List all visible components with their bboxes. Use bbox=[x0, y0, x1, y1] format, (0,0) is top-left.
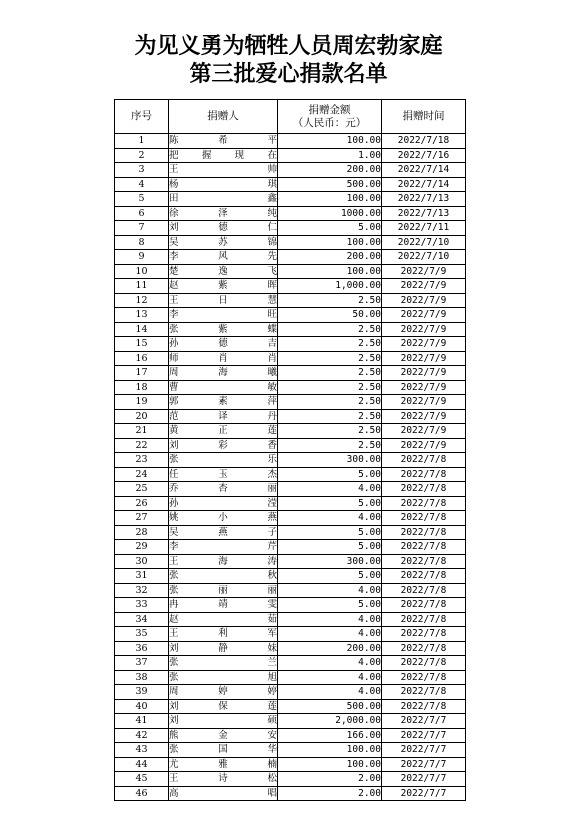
cell-seq: 20 bbox=[115, 409, 169, 424]
cell-donor bbox=[169, 409, 278, 424]
cell-donor bbox=[169, 540, 278, 555]
donor-name: 张国华 bbox=[169, 744, 277, 755]
cell-date: 2022/7/9 bbox=[382, 308, 466, 323]
table-row bbox=[115, 380, 466, 395]
table-row bbox=[115, 337, 466, 352]
donor-name: 李风先 bbox=[169, 251, 277, 262]
cell-date: 2022/7/8 bbox=[382, 656, 466, 671]
cell-amount: 100.00 bbox=[278, 235, 382, 250]
cell-amount: 2.50 bbox=[278, 380, 382, 395]
table-row bbox=[115, 772, 466, 787]
cell-amount: 5.00 bbox=[278, 540, 382, 555]
cell-date: 2022/7/8 bbox=[382, 496, 466, 511]
table-row bbox=[115, 786, 466, 801]
donor-name: 陈希平 bbox=[169, 135, 277, 146]
cell-seq: 29 bbox=[115, 540, 169, 555]
table-row bbox=[115, 641, 466, 656]
cell-donor bbox=[169, 714, 278, 729]
cell-date: 2022/7/8 bbox=[382, 540, 466, 555]
cell-date: 2022/7/13 bbox=[382, 206, 466, 221]
donor-name: 李芹 bbox=[169, 541, 277, 552]
cell-amount: 300.00 bbox=[278, 554, 382, 569]
cell-donor bbox=[169, 163, 278, 178]
cell-donor bbox=[169, 380, 278, 395]
cell-date: 2022/7/8 bbox=[382, 569, 466, 584]
table-row bbox=[115, 482, 466, 497]
table-row bbox=[115, 192, 466, 207]
cell-donor bbox=[169, 250, 278, 265]
cell-amount: 2.50 bbox=[278, 424, 382, 439]
donor-name: 曹敏 bbox=[169, 381, 277, 393]
cell-donor bbox=[169, 177, 278, 192]
cell-date: 2022/7/10 bbox=[382, 235, 466, 250]
cell-seq: 45 bbox=[115, 772, 169, 787]
cell-seq: 2 bbox=[115, 148, 169, 163]
cell-donor bbox=[169, 612, 278, 627]
cell-date: 2022/7/7 bbox=[382, 772, 466, 787]
donor-name: 赵紫晖 bbox=[169, 280, 277, 291]
cell-amount: 2.50 bbox=[278, 409, 382, 424]
table-row bbox=[115, 685, 466, 700]
cell-donor bbox=[169, 366, 278, 381]
header-amount-line1: 捐赠金额 bbox=[308, 103, 351, 116]
cell-seq: 11 bbox=[115, 279, 169, 294]
cell-amount: 5.00 bbox=[278, 598, 382, 613]
cell-seq: 35 bbox=[115, 627, 169, 642]
donor-name: 楚逸飞 bbox=[169, 265, 277, 277]
cell-seq: 30 bbox=[115, 554, 169, 569]
donor-name: 刘保莲 bbox=[169, 700, 277, 712]
cell-seq: 19 bbox=[115, 395, 169, 410]
cell-seq: 8 bbox=[115, 235, 169, 250]
cell-seq: 44 bbox=[115, 757, 169, 772]
cell-seq: 22 bbox=[115, 438, 169, 453]
table-row bbox=[115, 293, 466, 308]
cell-donor bbox=[169, 554, 278, 569]
donor-name: 张兰 bbox=[169, 657, 277, 668]
donor-name: 任玉杰 bbox=[169, 468, 277, 480]
cell-amount: 5.00 bbox=[278, 569, 382, 584]
table-row bbox=[115, 670, 466, 685]
table-row bbox=[115, 177, 466, 192]
cell-date: 2022/7/8 bbox=[382, 525, 466, 540]
header-date: 捐赠时间 bbox=[382, 100, 466, 134]
cell-date: 2022/7/8 bbox=[382, 699, 466, 714]
table-row bbox=[115, 206, 466, 221]
table-row bbox=[115, 728, 466, 743]
cell-donor bbox=[169, 757, 278, 772]
table-row bbox=[115, 627, 466, 642]
cell-donor bbox=[169, 670, 278, 685]
cell-seq: 32 bbox=[115, 583, 169, 598]
cell-amount: 2.50 bbox=[278, 293, 382, 308]
document-title-line2: 第三批爱心捐款名单 bbox=[189, 62, 388, 87]
cell-seq: 25 bbox=[115, 482, 169, 497]
cell-seq: 23 bbox=[115, 453, 169, 468]
cell-seq: 13 bbox=[115, 308, 169, 323]
cell-donor bbox=[169, 337, 278, 352]
table-row bbox=[115, 322, 466, 337]
table-row bbox=[115, 221, 466, 236]
cell-seq: 7 bbox=[115, 221, 169, 236]
cell-date: 2022/7/8 bbox=[382, 583, 466, 598]
cell-amount: 2.00 bbox=[278, 786, 382, 801]
cell-amount: 2.50 bbox=[278, 395, 382, 410]
cell-date: 2022/7/7 bbox=[382, 743, 466, 758]
cell-seq: 41 bbox=[115, 714, 169, 729]
cell-amount: 50.00 bbox=[278, 308, 382, 323]
table-row bbox=[115, 409, 466, 424]
cell-seq: 39 bbox=[115, 685, 169, 700]
donor-name: 田鑫 bbox=[169, 193, 277, 204]
cell-amount: 2.50 bbox=[278, 337, 382, 352]
cell-amount: 1,000.00 bbox=[278, 279, 382, 294]
cell-donor bbox=[169, 627, 278, 642]
cell-seq: 6 bbox=[115, 206, 169, 221]
cell-date: 2022/7/7 bbox=[382, 728, 466, 743]
cell-donor bbox=[169, 728, 278, 743]
cell-amount: 1.00 bbox=[278, 148, 382, 163]
cell-amount: 500.00 bbox=[278, 177, 382, 192]
cell-amount: 1000.00 bbox=[278, 206, 382, 221]
cell-amount: 500.00 bbox=[278, 699, 382, 714]
cell-amount: 100.00 bbox=[278, 743, 382, 758]
cell-amount: 2.50 bbox=[278, 351, 382, 366]
cell-donor bbox=[169, 293, 278, 308]
cell-amount: 100.00 bbox=[278, 134, 382, 149]
donor-name: 王海涛 bbox=[169, 555, 277, 567]
cell-donor bbox=[169, 308, 278, 323]
donor-name: 范译丹 bbox=[169, 410, 277, 422]
cell-donor bbox=[169, 134, 278, 149]
cell-date: 2022/7/8 bbox=[382, 482, 466, 497]
cell-amount: 5.00 bbox=[278, 467, 382, 482]
cell-date: 2022/7/8 bbox=[382, 511, 466, 526]
table-row bbox=[115, 264, 466, 279]
cell-donor bbox=[169, 192, 278, 207]
cell-seq: 42 bbox=[115, 728, 169, 743]
donor-name: 师肖肖 bbox=[169, 352, 277, 364]
table-row bbox=[115, 395, 466, 410]
cell-donor bbox=[169, 424, 278, 439]
table-row bbox=[115, 496, 466, 511]
cell-amount: 4.00 bbox=[278, 685, 382, 700]
cell-donor bbox=[169, 482, 278, 497]
cell-donor bbox=[169, 496, 278, 511]
cell-date: 2022/7/16 bbox=[382, 148, 466, 163]
donation-table bbox=[114, 99, 466, 801]
donor-name: 吴燕子 bbox=[169, 526, 277, 538]
cell-amount: 5.00 bbox=[278, 496, 382, 511]
cell-donor bbox=[169, 395, 278, 410]
cell-donor bbox=[169, 351, 278, 366]
cell-seq: 33 bbox=[115, 598, 169, 613]
document-title-line1: 为见义勇为牺牲人员周宏勃家庭 bbox=[134, 34, 443, 59]
cell-amount: 4.00 bbox=[278, 583, 382, 598]
table-row bbox=[115, 757, 466, 772]
cell-amount: 4.00 bbox=[278, 627, 382, 642]
donor-name: 郭素萍 bbox=[169, 396, 277, 407]
cell-donor bbox=[169, 569, 278, 584]
cell-date: 2022/7/9 bbox=[382, 322, 466, 337]
cell-date: 2022/7/9 bbox=[382, 351, 466, 366]
cell-date: 2022/7/9 bbox=[382, 395, 466, 410]
table-row bbox=[115, 467, 466, 482]
cell-amount: 100.00 bbox=[278, 757, 382, 772]
donor-name: 杨琪 bbox=[169, 178, 277, 190]
table-row bbox=[115, 453, 466, 468]
cell-donor bbox=[169, 453, 278, 468]
cell-seq: 12 bbox=[115, 293, 169, 308]
donor-name: 冉靖雯 bbox=[169, 599, 277, 610]
cell-donor bbox=[169, 772, 278, 787]
cell-amount: 200.00 bbox=[278, 250, 382, 265]
cell-date: 2022/7/13 bbox=[382, 192, 466, 207]
cell-donor bbox=[169, 685, 278, 700]
table-body bbox=[115, 134, 466, 801]
donor-name: 高唱 bbox=[169, 787, 277, 799]
cell-amount: 166.00 bbox=[278, 728, 382, 743]
cell-seq: 10 bbox=[115, 264, 169, 279]
donor-name: 尤雅楠 bbox=[169, 758, 277, 770]
donor-name: 吴苏锦 bbox=[169, 236, 277, 248]
donor-name: 孙滢 bbox=[169, 497, 277, 509]
table-row bbox=[115, 583, 466, 598]
donor-name: 刘硕 bbox=[169, 715, 277, 726]
cell-amount: 4.00 bbox=[278, 656, 382, 671]
cell-date: 2022/7/8 bbox=[382, 554, 466, 569]
donor-name: 刘德仁 bbox=[169, 222, 277, 233]
cell-amount: 200.00 bbox=[278, 641, 382, 656]
cell-date: 2022/7/9 bbox=[382, 409, 466, 424]
cell-amount: 5.00 bbox=[278, 221, 382, 236]
cell-seq: 17 bbox=[115, 366, 169, 381]
table-row bbox=[115, 743, 466, 758]
cell-amount: 2.50 bbox=[278, 366, 382, 381]
cell-donor bbox=[169, 583, 278, 598]
cell-seq: 31 bbox=[115, 569, 169, 584]
header-seq: 序号 bbox=[115, 100, 169, 134]
cell-seq: 4 bbox=[115, 177, 169, 192]
cell-date: 2022/7/9 bbox=[382, 380, 466, 395]
table-row bbox=[115, 525, 466, 540]
cell-seq: 36 bbox=[115, 641, 169, 656]
cell-seq: 27 bbox=[115, 511, 169, 526]
donor-name: 姚小燕 bbox=[169, 512, 277, 523]
cell-amount: 300.00 bbox=[278, 453, 382, 468]
table-row bbox=[115, 598, 466, 613]
donor-name: 徐泽纯 bbox=[169, 207, 277, 219]
header-amount-line2: （人民币：元） bbox=[292, 116, 367, 129]
cell-amount: 2.50 bbox=[278, 438, 382, 453]
table-row bbox=[115, 308, 466, 323]
cell-donor bbox=[169, 438, 278, 453]
cell-seq: 43 bbox=[115, 743, 169, 758]
table-row bbox=[115, 699, 466, 714]
cell-amount: 4.00 bbox=[278, 511, 382, 526]
donor-name: 孙德吉 bbox=[169, 338, 277, 349]
header-amount bbox=[278, 100, 382, 134]
table-row bbox=[115, 163, 466, 178]
cell-seq: 24 bbox=[115, 467, 169, 482]
cell-seq: 46 bbox=[115, 786, 169, 801]
cell-donor bbox=[169, 221, 278, 236]
cell-date: 2022/7/7 bbox=[382, 757, 466, 772]
cell-donor bbox=[169, 786, 278, 801]
cell-date: 2022/7/10 bbox=[382, 250, 466, 265]
donor-name: 王日慧 bbox=[169, 294, 277, 306]
table-row bbox=[115, 714, 466, 729]
cell-donor bbox=[169, 699, 278, 714]
cell-donor bbox=[169, 598, 278, 613]
cell-date: 2022/7/9 bbox=[382, 337, 466, 352]
cell-date: 2022/7/8 bbox=[382, 685, 466, 700]
table-row bbox=[115, 540, 466, 555]
donor-name: 李旺 bbox=[169, 309, 277, 320]
table-header-row bbox=[115, 100, 466, 134]
cell-donor bbox=[169, 148, 278, 163]
table-row bbox=[115, 279, 466, 294]
cell-date: 2022/7/8 bbox=[382, 670, 466, 685]
cell-seq: 34 bbox=[115, 612, 169, 627]
cell-donor bbox=[169, 511, 278, 526]
cell-date: 2022/7/14 bbox=[382, 177, 466, 192]
cell-amount: 4.00 bbox=[278, 670, 382, 685]
cell-date: 2022/7/7 bbox=[382, 714, 466, 729]
donor-name: 王诗松 bbox=[169, 773, 277, 784]
cell-seq: 38 bbox=[115, 670, 169, 685]
cell-date: 2022/7/9 bbox=[382, 438, 466, 453]
donor-name: 黄正莲 bbox=[169, 425, 277, 436]
cell-seq: 37 bbox=[115, 656, 169, 671]
cell-seq: 26 bbox=[115, 496, 169, 511]
table-row bbox=[115, 351, 466, 366]
cell-donor bbox=[169, 235, 278, 250]
cell-seq: 28 bbox=[115, 525, 169, 540]
cell-date: 2022/7/11 bbox=[382, 221, 466, 236]
cell-seq: 16 bbox=[115, 351, 169, 366]
cell-date: 2022/7/9 bbox=[382, 293, 466, 308]
cell-donor bbox=[169, 467, 278, 482]
cell-seq: 18 bbox=[115, 380, 169, 395]
table-row bbox=[115, 656, 466, 671]
cell-amount: 200.00 bbox=[278, 163, 382, 178]
donor-name: 张旭 bbox=[169, 671, 277, 683]
cell-seq: 1 bbox=[115, 134, 169, 149]
table-row bbox=[115, 148, 466, 163]
cell-amount: 2.50 bbox=[278, 322, 382, 337]
cell-amount: 2.00 bbox=[278, 772, 382, 787]
cell-amount: 5.00 bbox=[278, 525, 382, 540]
donor-name: 周婷婷 bbox=[169, 686, 277, 697]
cell-seq: 15 bbox=[115, 337, 169, 352]
cell-amount: 2,000.00 bbox=[278, 714, 382, 729]
cell-date: 2022/7/8 bbox=[382, 453, 466, 468]
cell-donor bbox=[169, 322, 278, 337]
donor-name: 张紫蝶 bbox=[169, 323, 277, 335]
cell-date: 2022/7/7 bbox=[382, 786, 466, 801]
table-row bbox=[115, 250, 466, 265]
cell-date: 2022/7/9 bbox=[382, 279, 466, 294]
cell-date: 2022/7/8 bbox=[382, 627, 466, 642]
cell-donor bbox=[169, 656, 278, 671]
cell-donor bbox=[169, 525, 278, 540]
cell-date: 2022/7/8 bbox=[382, 598, 466, 613]
cell-date: 2022/7/8 bbox=[382, 612, 466, 627]
donor-name: 赵茹 bbox=[169, 613, 277, 625]
cell-seq: 40 bbox=[115, 699, 169, 714]
cell-seq: 9 bbox=[115, 250, 169, 265]
table-row bbox=[115, 366, 466, 381]
cell-seq: 14 bbox=[115, 322, 169, 337]
table-row bbox=[115, 612, 466, 627]
cell-seq: 3 bbox=[115, 163, 169, 178]
donor-name: 周海曦 bbox=[169, 367, 277, 378]
cell-date: 2022/7/18 bbox=[382, 134, 466, 149]
cell-donor bbox=[169, 206, 278, 221]
cell-date: 2022/7/8 bbox=[382, 467, 466, 482]
donor-name: 张丽丽 bbox=[169, 584, 277, 596]
table-row bbox=[115, 235, 466, 250]
cell-amount: 100.00 bbox=[278, 192, 382, 207]
cell-amount: 4.00 bbox=[278, 482, 382, 497]
table-row bbox=[115, 438, 466, 453]
cell-date: 2022/7/9 bbox=[382, 424, 466, 439]
cell-amount: 4.00 bbox=[278, 612, 382, 627]
donor-name: 乔杏丽 bbox=[169, 483, 277, 494]
cell-donor bbox=[169, 641, 278, 656]
cell-donor bbox=[169, 743, 278, 758]
donor-name: 王帅 bbox=[169, 164, 277, 175]
table-row bbox=[115, 424, 466, 439]
donor-name: 熊金安 bbox=[169, 729, 277, 741]
donor-name: 把握现在 bbox=[169, 149, 277, 161]
cell-amount: 100.00 bbox=[278, 264, 382, 279]
header-donor: 捐赠人 bbox=[169, 100, 278, 134]
donor-name: 王利军 bbox=[169, 628, 277, 639]
cell-donor bbox=[169, 264, 278, 279]
table-row bbox=[115, 134, 466, 149]
donor-name: 刘静妹 bbox=[169, 642, 277, 654]
table-row bbox=[115, 569, 466, 584]
cell-date: 2022/7/8 bbox=[382, 641, 466, 656]
donor-name: 张秋 bbox=[169, 570, 277, 581]
cell-seq: 5 bbox=[115, 192, 169, 207]
cell-seq: 21 bbox=[115, 424, 169, 439]
table-row bbox=[115, 554, 466, 569]
cell-date: 2022/7/9 bbox=[382, 264, 466, 279]
cell-donor bbox=[169, 279, 278, 294]
donor-name: 张乐 bbox=[169, 454, 277, 465]
cell-date: 2022/7/9 bbox=[382, 366, 466, 381]
table-row bbox=[115, 511, 466, 526]
donor-name: 刘彩香 bbox=[169, 439, 277, 451]
cell-date: 2022/7/14 bbox=[382, 163, 466, 178]
